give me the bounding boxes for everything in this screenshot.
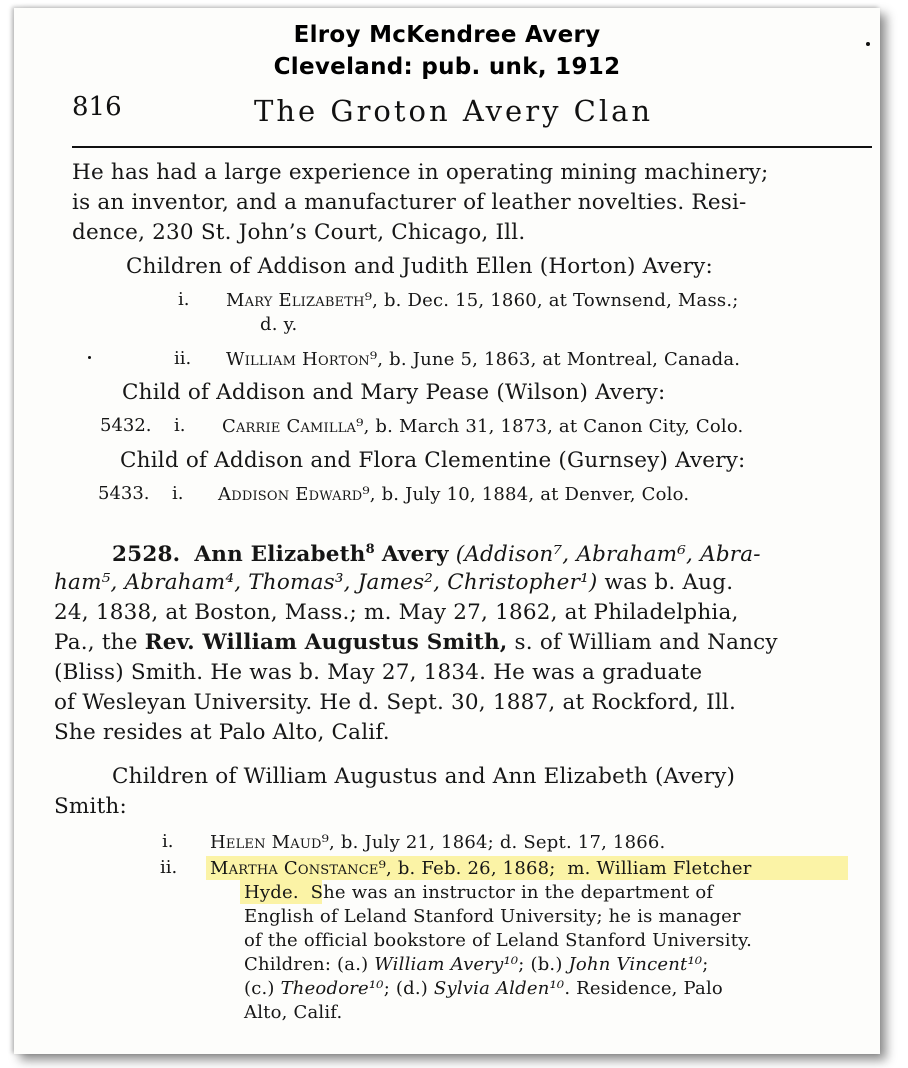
child-numeral: ii. [174, 348, 192, 369]
family-heading: Children of William Augustus and Ann Elizabeth (Avery) [112, 764, 736, 789]
child-name: Addison Edward⁹ [218, 484, 370, 505]
child-numeral: i. [174, 415, 186, 436]
grandchild-name: John Vincent¹⁰ [568, 954, 703, 975]
entry-name: Ann Elizabeth [194, 542, 366, 568]
child-numeral: i. [162, 831, 174, 852]
child-entry: Martha Constance⁹, b. Feb. 26, 1868; m. William Fletcher [210, 858, 752, 879]
entry-line: She resides at Palo Alto, Calif. [54, 720, 390, 745]
header-rule [72, 146, 872, 148]
child-entry: Helen Maud⁹, b. July 21, 1864; d. Sept. 17, 1866. [210, 832, 666, 853]
entry-line: 24, 1838, at Boston, Mass.; m. May 27, 1862, at Philadelphia, [54, 600, 739, 625]
entry-id: 5433. [98, 483, 150, 504]
child-name: William Horton⁹ [226, 349, 378, 370]
family-heading: Smith: [54, 794, 127, 819]
child-name: Mary Elizabeth⁹ [226, 290, 373, 311]
child-entry: Addison Edward⁹, b. July 10, 1884, at Denver, Colo. [218, 484, 690, 505]
marriage-text: m. William Fletcher [567, 858, 752, 879]
family-heading: Children of Addison and Judith Ellen (Horton) Avery: [126, 254, 713, 279]
family-heading: Child of Addison and Flora Clementine (Gurnsey) Avery: [120, 448, 746, 473]
text-line: English of Leland Stanford University; he is manager [244, 906, 741, 927]
text-line: He has had a large experience in operating mining machinery; [72, 160, 769, 185]
grandchild-name: Sylvia Alden¹⁰ [433, 978, 565, 999]
grandchild-name: Theodore¹⁰ [280, 978, 384, 999]
child-numeral: i. [178, 289, 190, 310]
text-line: d. y. [260, 314, 298, 335]
text-line: dence, 230 St. John’s Court, Chicago, Ill. [72, 220, 526, 245]
page-number: 816 [72, 92, 122, 122]
family-heading: Child of Addison and Mary Pease (Wilson) Avery: [122, 380, 666, 405]
child-numeral: ii. [160, 857, 178, 878]
text-line: (c.) Theodore¹⁰; (d.) Sylvia Alden¹⁰. Residence, Palo [244, 978, 723, 999]
lineage: ham⁵, Abraham⁴, Thomas³, James², Christopher¹) [54, 570, 598, 595]
citation-publication: Cleveland: pub. unk, 1912 [273, 54, 621, 80]
entry-line: 2528. Ann Elizabeth$^8$ Avery (Addison⁷, Abraham⁶, Abra- [112, 542, 761, 568]
entry-id: 5432. [100, 415, 152, 436]
document-page [14, 8, 880, 1054]
citation-author: Elroy McKendree Avery [293, 22, 601, 48]
spouse-name: Rev. William Augustus Smith, [144, 630, 508, 655]
text-line: of the official bookstore of Leland Stanford University. [244, 930, 753, 951]
entry-surname: Avery [381, 542, 449, 568]
child-name: Martha Constance⁹ [210, 858, 386, 879]
entry-line: of Wesleyan University. He d. Sept. 30, 1887, at Rockford, Ill. [54, 690, 737, 715]
lineage: (Addison⁷, Abraham⁶, Abra- [455, 542, 761, 568]
grandchild-name: William Avery¹⁰ [374, 954, 519, 975]
entry-line: ham⁵, Abraham⁴, Thomas³, James², Christopher¹) was b. Aug. [54, 570, 734, 595]
speck-mark [88, 356, 91, 359]
child-entry: Mary Elizabeth⁹, b. Dec. 15, 1860, at Townsend, Mass.; [226, 290, 739, 311]
text-line: Hyde. She was an instructor in the department of [244, 882, 714, 903]
running-title: The Groton Avery Clan [254, 94, 654, 128]
entry-line: Pa., the Rev. William Augustus Smith, s. of William and Nancy [54, 630, 778, 655]
text-line: Alto, Calif. [244, 1002, 343, 1023]
entry-number: 2528. [112, 542, 181, 568]
child-numeral: i. [172, 483, 184, 504]
text-line: Children: (a.) William Avery¹⁰; (b.) John Vincent¹⁰; [244, 954, 709, 975]
child-entry: William Horton⁹, b. June 5, 1863, at Montreal, Canada. [226, 349, 741, 370]
child-entry: Carrie Camilla⁹, b. March 31, 1873, at Canon City, Colo. [222, 416, 744, 437]
text-line: is an inventor, and a manufacturer of leather novelties. Resi- [72, 190, 747, 215]
entry-line: (Bliss) Smith. He was b. May 27, 1834. He was a graduate [54, 660, 703, 685]
child-name: Helen Maud⁹ [210, 832, 330, 853]
child-name: Carrie Camilla⁹ [222, 416, 364, 437]
